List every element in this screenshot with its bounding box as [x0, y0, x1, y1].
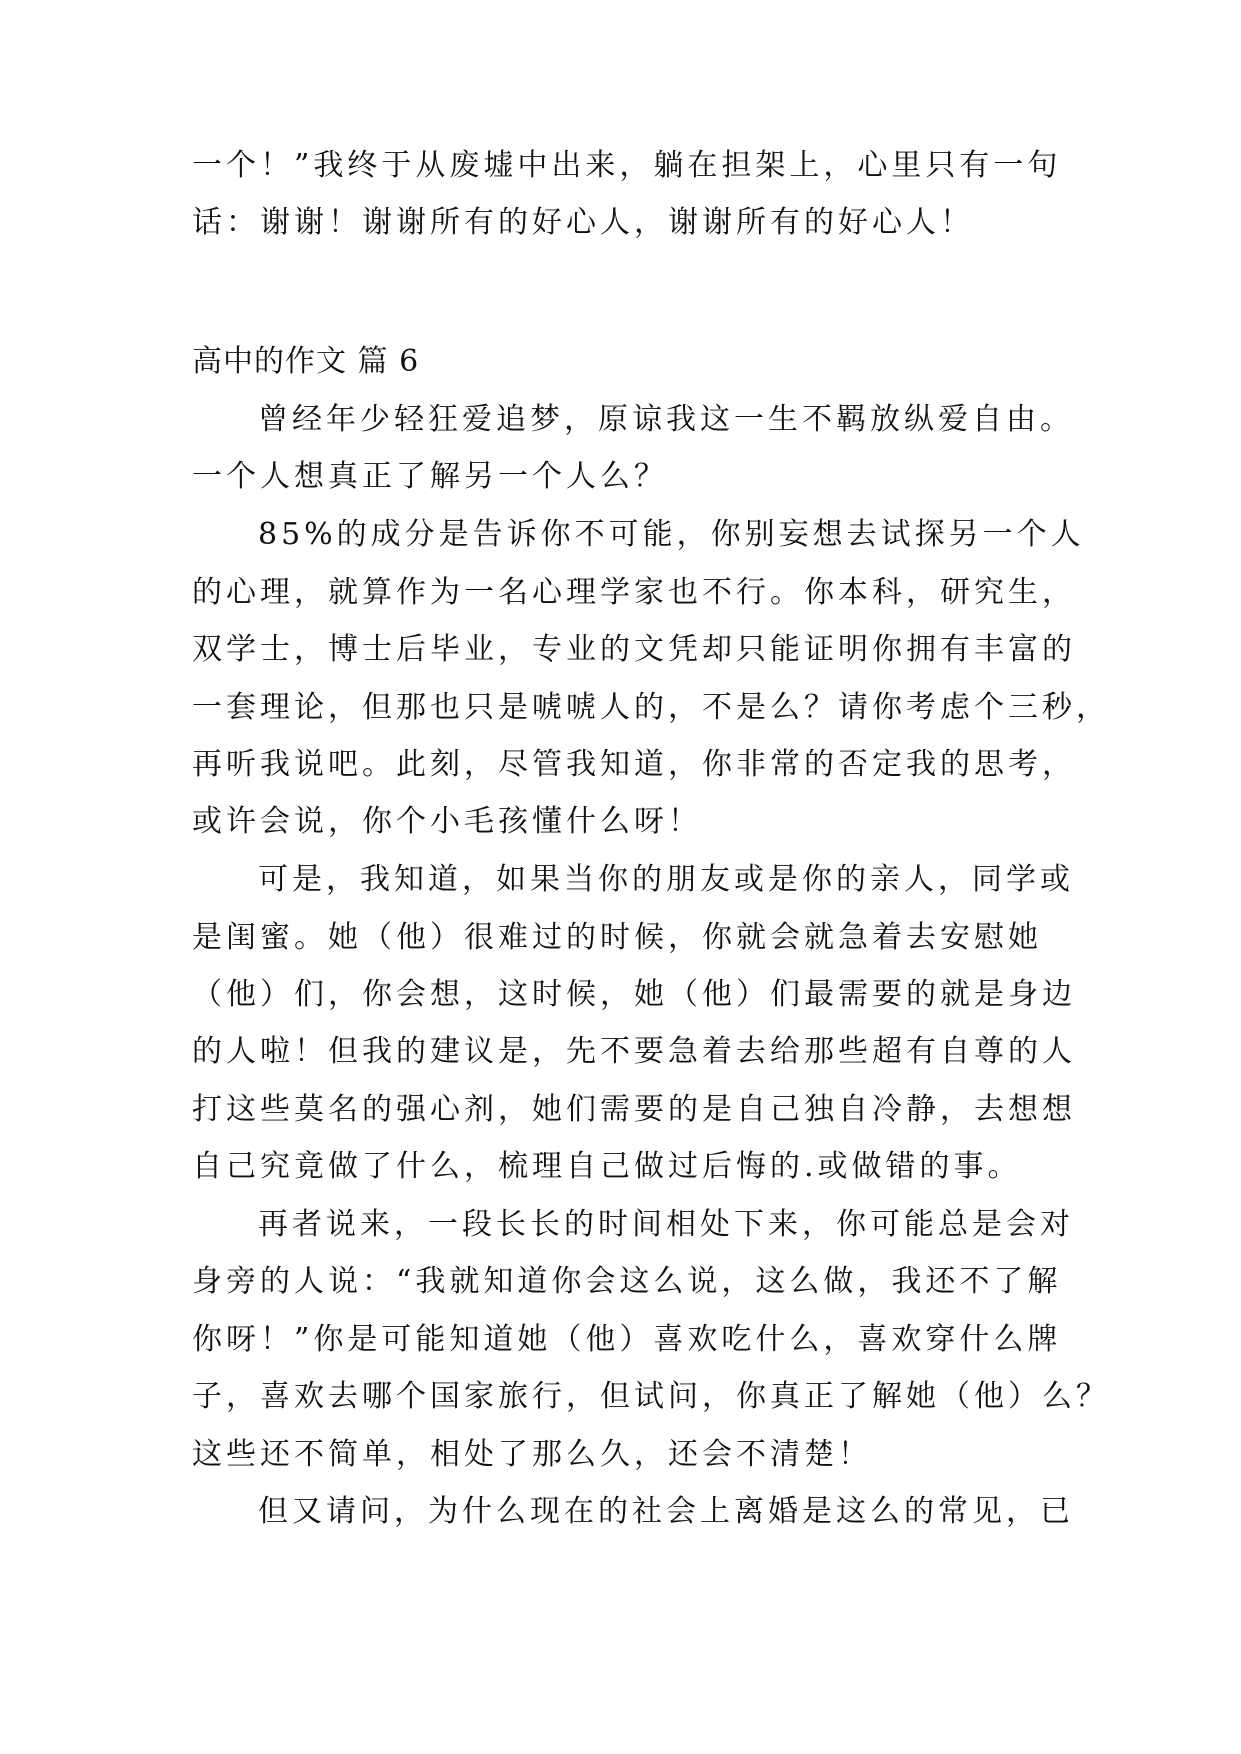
text-line: 你呀！”你是可能知道她（他）喜欢吃什么，喜欢穿什么牌	[192, 1322, 1062, 1357]
paragraph-start-line: 85%的成分是告诉你不可能，你别妄想去试探另一个人	[258, 517, 1085, 552]
text-line: 子，喜欢去哪个国家旅行，但试问，你真正了解她（他）么？	[192, 1379, 1110, 1414]
text-line: 一套理论，但那也只是唬唬人的，不是么？请你考虑个三秒，	[192, 690, 1110, 725]
text-line: 再听我说吧。此刻，尽管我知道，你非常的否定我的思考，	[192, 747, 1076, 782]
text-line: 打这些莫名的强心剂，她们需要的是自己独自冷静，去想想	[192, 1092, 1076, 1127]
text-line: 是闺蜜。她（他）很难过的时候，你就会就急着去安慰她	[192, 920, 1042, 955]
text-line: 一个人想真正了解另一个人么？	[192, 459, 668, 494]
text-line: 身旁的人说：“我就知道你会这么说，这么做，我还不了解	[192, 1264, 1062, 1299]
paragraph-start-line: 曾经年少轻狂爱追梦，原谅我这一生不羁放纵爱自由。	[258, 402, 1074, 437]
text-line: 一个！”我终于从废墟中出来，躺在担架上，心里只有一句	[192, 148, 1062, 183]
paragraph-start-line: 可是，我知道，如果当你的朋友或是你的亲人，同学或	[258, 862, 1074, 897]
paragraph-start-line: 再者说来，一段长长的时间相处下来，你可能总是会对	[258, 1207, 1074, 1242]
section-heading: 高中的作文 篇 6	[192, 344, 420, 379]
paragraph-start-line: 但又请问，为什么现在的社会上离婚是这么的常见，已	[258, 1494, 1074, 1529]
text-line: 话：谢谢！谢谢所有的好心人，谢谢所有的好心人！	[192, 205, 974, 240]
text-line: （他）们，你会想，这时候，她（他）们最需要的就是身边	[192, 977, 1076, 1012]
text-line: 这些还不简单，相处了那么久，还会不清楚！	[192, 1437, 872, 1472]
text-line: 或许会说，你个小毛孩懂什么呀！	[192, 804, 702, 839]
text-line: 双学士，博士后毕业，专业的文凭却只能证明你拥有丰富的	[192, 632, 1076, 667]
text-line: 自己究竟做了什么，梳理自己做过后悔的.或做错的事。	[192, 1149, 1022, 1184]
text-line: 的心理，就算作为一名心理学家也不行。你本科，研究生，	[192, 575, 1076, 610]
text-line: 的人啦！但我的建议是，先不要急着去给那些超有自尊的人	[192, 1034, 1076, 1069]
